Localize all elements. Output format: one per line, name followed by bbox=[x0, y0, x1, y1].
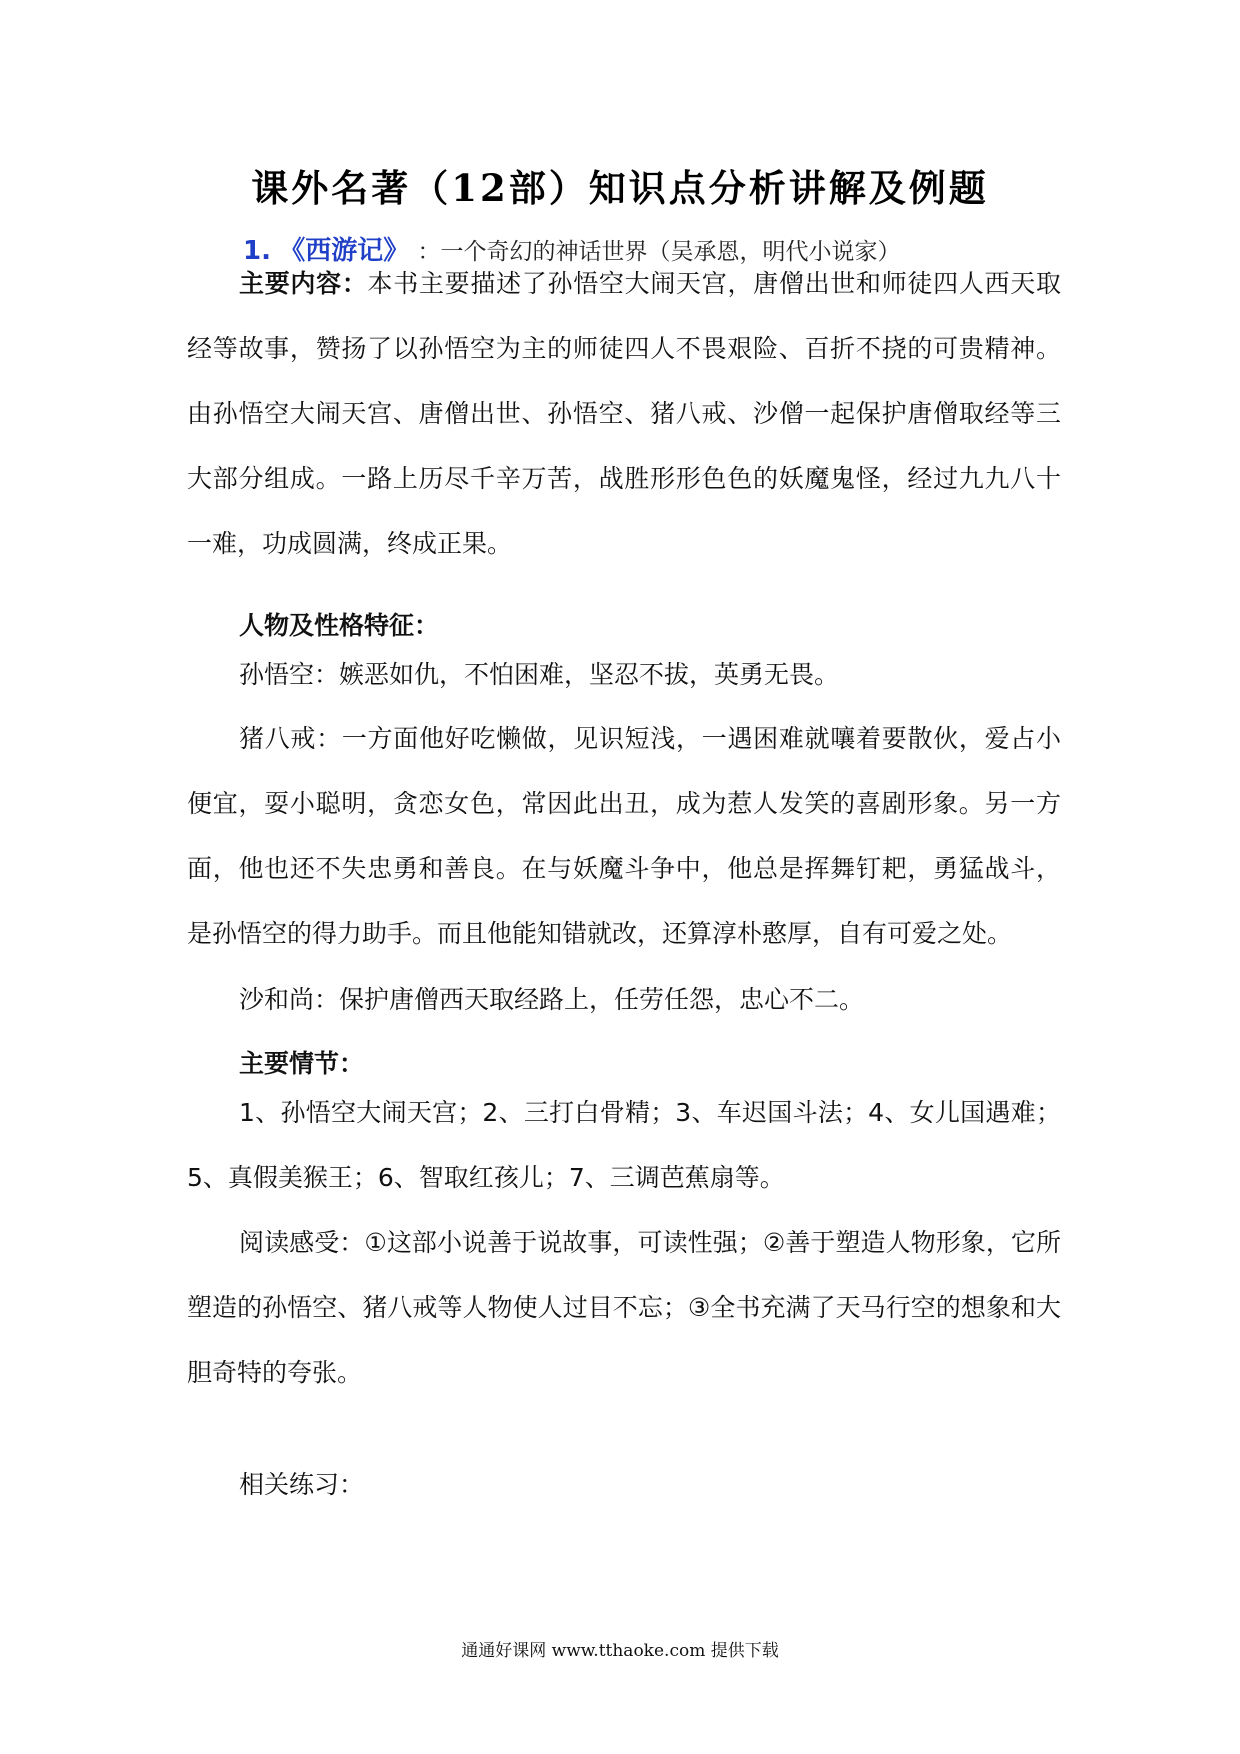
character-sha: 沙和尚：保护唐僧西天取经路上，任劳任怨，忠心不二。 bbox=[239, 985, 865, 1014]
reading-feeling-paragraph: 阅读感受：①这部小说善于说故事，可读性强；②善于塑造人物形象，它所塑造的孙悟空、猪八戒等人物使人过目不忘；③全书充满了天马行空的想象和大胆奇特的夸张。 bbox=[187, 1228, 1061, 1387]
characters-heading: 人物及性格特征： bbox=[239, 611, 440, 640]
section-number: 1. bbox=[243, 236, 271, 266]
character-wukong: 孙悟空：嫉恶如仇，不怕困难，坚忍不拔，英勇无畏。 bbox=[239, 660, 840, 689]
section-subtitle: ：一个奇幻的神话世界（吴承恩，明代小说家） bbox=[417, 239, 901, 265]
character-bajie: 猪八戒：一方面他好吃懒做，见识短浅，一遇困难就嚷着要散伙，爱占小便宜，耍小聪明，贪恋女色，常因此出丑，成为惹人发笑的喜剧形象。另一方面，他也还不失忠勇和善良。在与妖魔斗争中，他总是挥舞钉耙，勇猛战斗，是孙悟空的得力助手。而且他能知错就改，还算淳朴憨厚，自有可爱之处。 bbox=[187, 724, 1061, 948]
summary-label: 主要内容： bbox=[239, 269, 368, 298]
page-title: 课外名著（12部）知识点分析讲解及例题 bbox=[251, 166, 989, 210]
summary-paragraph bbox=[187, 251, 1061, 576]
page-footer: 通通好课网 www.tthaoke.com 提供下载 bbox=[461, 1641, 779, 1661]
summary-text: 本书主要描述了孙悟空大闹天宫，唐僧出世和师徒四人西天取经等故事，赞扬了以孙悟空为主的师徒四人不畏艰险、百折不挠的可贵精神。由孙悟空大闹天宫、唐僧出世、孙悟空、猪八戒、沙僧一起保护唐僧取经等三大部分组成。一路上历尽千辛万苦，战胜形形色色的妖魔鬼怪，经过九九八十一难，功成圆满，终成正果。 bbox=[187, 269, 1061, 558]
plot-heading: 主要情节： bbox=[239, 1049, 365, 1078]
book-title: 《西游记》 bbox=[279, 236, 410, 266]
plot-paragraph: 1、孙悟空大闹天宫；2、三打白骨精；3、车迟国斗法；4、女儿国遇难；5、真假美猴王；6、智取红孩儿；7、三调芭蕉扇等。 bbox=[187, 1098, 1061, 1192]
exercise-heading: 相关练习： bbox=[239, 1470, 365, 1499]
